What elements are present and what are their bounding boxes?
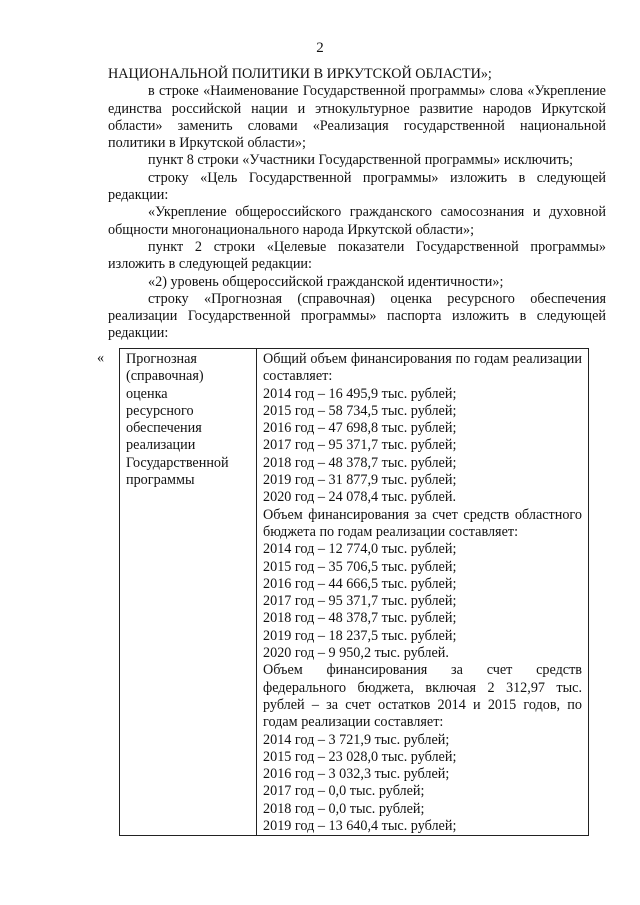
opening-quote: « — [97, 350, 105, 366]
year-line: 2019 год – 18 237,5 тыс. рублей; — [263, 627, 457, 644]
row-label-line: (справочная) — [126, 368, 204, 385]
paragraph: «2) уровень общероссийской гражданской идентичности»; — [148, 273, 504, 290]
row-label-line: ресурсного — [126, 402, 194, 419]
table-row — [120, 349, 589, 836]
year-line: 2017 год – 0,0 тыс. рублей; — [263, 783, 425, 800]
year-line: 2015 год – 58 734,5 тыс. рублей; — [263, 402, 457, 419]
year-line: 2014 год – 12 774,0 тыс. рублей; — [263, 541, 457, 558]
section-heading: Объем финансирования за счет средств областного бюджета по годам реализации составляет: — [263, 506, 582, 540]
paragraph: в строке «Наименование Государственной программы» слова «Укрепление единства российской нации и этнокультурное развитие народов Иркутской области» заменить словами «Реализация государственной национальной политики в Иркутской области»; — [108, 83, 606, 152]
row-label-cell — [120, 349, 257, 836]
year-line: 2017 год – 95 371,7 тыс. рублей; — [263, 437, 457, 454]
body-text — [108, 66, 606, 343]
year-line: 2020 год – 9 950,2 тыс. рублей. — [263, 645, 449, 662]
section-heading: Объем финансирования за счет средств федерального бюджета, включая 2 312,97 тыс. рублей – за счет остатков 2014 и 2015 годов, по годам реализации составляет: — [263, 662, 582, 731]
row-label-line: Государственной — [126, 454, 229, 471]
year-line: 2015 год – 35 706,5 тыс. рублей; — [263, 558, 457, 575]
year-line: 2015 год – 23 028,0 тыс. рублей; — [263, 748, 457, 765]
year-line: 2018 год – 0,0 тыс. рублей; — [263, 800, 425, 817]
year-line: 2016 год – 47 698,8 тыс. рублей; — [263, 420, 457, 437]
year-line: 2020 год – 24 078,4 тыс. рублей. — [263, 489, 456, 506]
paragraph: строку «Цель Государственной программы» изложить в следующей редакции: — [108, 169, 606, 204]
year-line: 2016 год – 44 666,5 тыс. рублей; — [263, 575, 457, 592]
paragraph: пункт 2 строки «Целевые показатели Государственной программы» изложить в следующей редакции: — [108, 238, 606, 273]
year-line: 2014 год – 3 721,9 тыс. рублей; — [263, 731, 450, 748]
paragraph: НАЦИОНАЛЬНОЙ ПОЛИТИКИ В ИРКУТСКОЙ ОБЛАСТИ»; — [108, 66, 492, 82]
row-value-cell — [257, 349, 589, 836]
row-label-line: обеспечения — [126, 420, 202, 437]
year-line: 2016 год – 3 032,3 тыс. рублей; — [263, 766, 450, 783]
row-label-line: Прогнозная — [126, 351, 197, 367]
paragraph: «Укрепление общероссийского гражданского самосознания и духовной общности многонационального народа Иркутской области»; — [108, 204, 606, 238]
row-label-line: реализации — [126, 437, 196, 454]
page-number: 2 — [316, 40, 324, 56]
year-line: 2017 год – 95 371,7 тыс. рублей; — [263, 593, 457, 610]
year-line: 2014 год – 16 495,9 тыс. рублей; — [263, 385, 457, 402]
passport-table — [119, 348, 589, 836]
row-label-line: программы — [126, 472, 195, 489]
year-line: 2018 год – 48 378,7 тыс. рублей; — [263, 610, 457, 627]
year-line: 2018 год – 48 378,7 тыс. рублей; — [263, 454, 457, 471]
section-heading: Общий объем финансирования по годам реализации составляет: — [263, 351, 582, 385]
paragraph: пункт 8 строки «Участники Государственной программы» исключить; — [148, 152, 574, 169]
year-line: 2019 год – 31 877,9 тыс. рублей; — [263, 472, 457, 489]
paragraph: строку «Прогнозная (справочная) оценка ресурсного обеспечения реализации Государственной программы» паспорта изложить в следующей редакции: — [108, 290, 606, 342]
year-line: 2019 год – 13 640,4 тыс. рублей; — [263, 818, 457, 835]
row-label-line: оценка — [126, 385, 168, 402]
